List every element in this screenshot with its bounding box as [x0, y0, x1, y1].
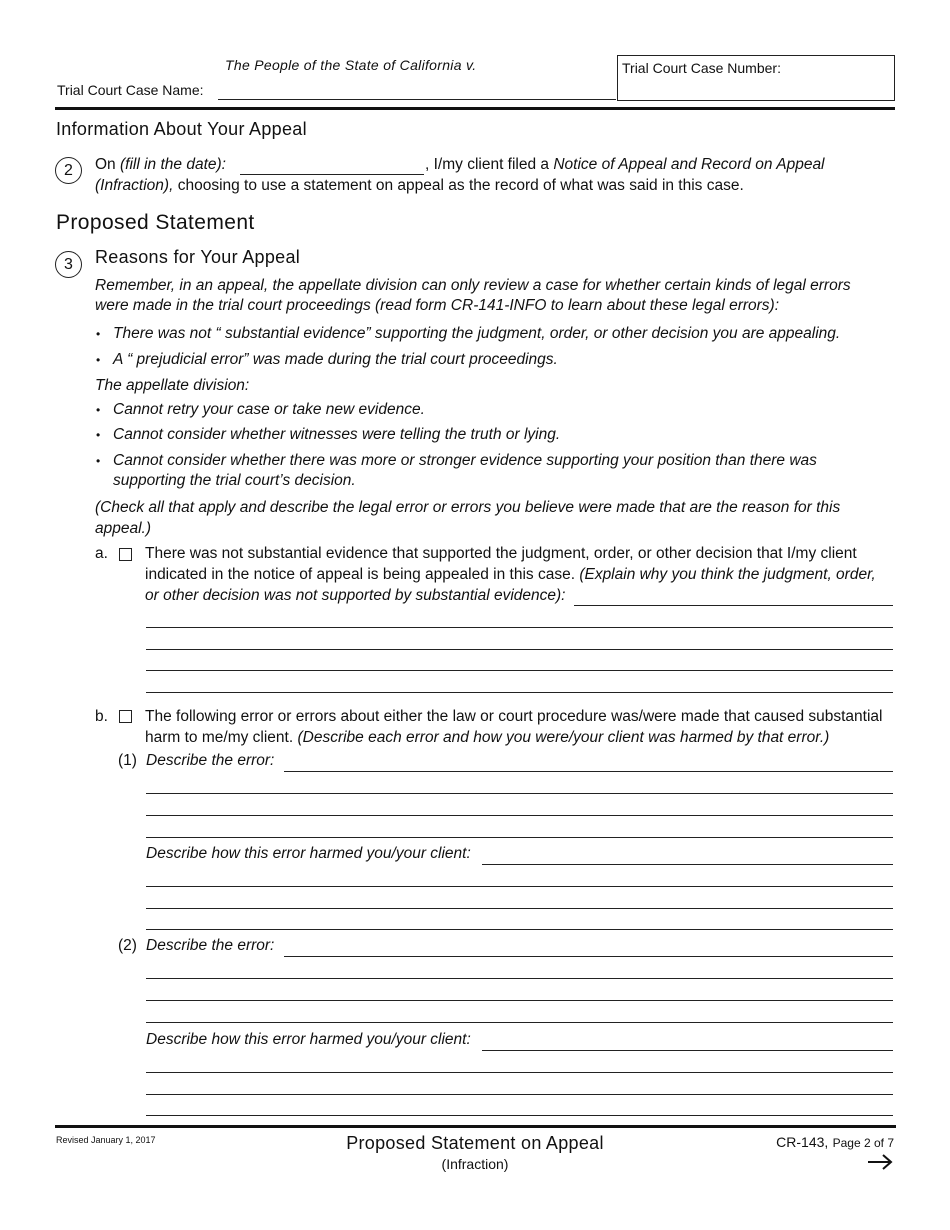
error-2-harm-field[interactable]: [146, 1053, 893, 1073]
remember-line-1: Remember, in an appeal, the appellate division can only review a case for whether certain kinds of legal errors: [95, 277, 851, 294]
option-a-explanation-field[interactable]: [146, 673, 893, 693]
appellate-intro: The appellate division:: [95, 377, 250, 394]
section-title-proposed: Proposed Statement: [56, 211, 255, 234]
bullet-icon: •: [96, 327, 101, 341]
header-divider: [55, 107, 895, 110]
error-2-harm-field[interactable]: [146, 1075, 893, 1095]
item-number-3: 3: [55, 251, 82, 278]
option-b-line-2: [145, 727, 829, 748]
footer-subtitle: (Infraction): [441, 1156, 509, 1172]
error-bullet-2: A “ prejudicial error” was made during the trial court proceedings.: [113, 351, 558, 368]
error-2-number: (2): [118, 937, 137, 954]
option-a-line-3: or other decision was not supported by substantial evidence):: [145, 587, 566, 604]
error-2-describe-field[interactable]: [146, 1003, 893, 1023]
option-a-line-2: [145, 564, 876, 585]
error-1-describe-field[interactable]: [146, 796, 893, 816]
reasons-subtitle: Reasons for Your Appeal: [95, 247, 301, 267]
option-a-line-1: There was not substantial evidence that supported the judgment, order, or other decision that I/my client: [145, 545, 857, 562]
footer-title: Proposed Statement on Appeal: [346, 1133, 604, 1153]
info-on-text: On: [95, 156, 116, 173]
case-number-label: Trial Court Case Number:: [622, 60, 781, 76]
option-b-line-2-italic: (Describe each error and how you were/your client was harmed by that error.): [297, 729, 830, 746]
option-b-letter: b.: [95, 708, 108, 725]
option-a-explanation-field[interactable]: [574, 586, 893, 606]
info-line-1: [95, 154, 226, 175]
option-a-letter: a.: [95, 545, 108, 562]
option-a-explanation-field[interactable]: [146, 651, 893, 671]
error-2-describe-field[interactable]: [284, 937, 893, 957]
case-name-label: Trial Court Case Name:: [57, 82, 204, 98]
info-line-2: [95, 175, 744, 196]
footer-page-number: Page 2 of 7: [832, 1136, 894, 1150]
remember-line-2: were made in the trial court proceedings (read form CR-141-INFO to learn about these legal errors):: [95, 297, 780, 314]
footer-form-id: CR-143,: [776, 1134, 829, 1150]
footer-revised: Revised January 1, 2017: [56, 1135, 156, 1145]
option-b-line-2-plain: harm to me/my client.: [145, 729, 294, 746]
error-1-describe-field[interactable]: [146, 818, 893, 838]
error-1-describe-field[interactable]: [146, 774, 893, 794]
error-bullet-1: There was not “ substantial evidence” supporting the judgment, order, or other decision you are appealing.: [113, 325, 841, 342]
info-choosing-text: choosing to use a statement on appeal as the record of what was said in this case.: [177, 177, 744, 194]
appellate-bullet-1: Cannot retry your case or take new evidence.: [113, 401, 425, 418]
option-a-line-2-plain: indicated in the notice of appeal is being appealed in this case.: [145, 566, 575, 583]
error-2-describe-field[interactable]: [146, 959, 893, 979]
appellate-bullet-3: Cannot consider whether there was more or stronger evidence supporting your position than there was: [113, 452, 817, 469]
error-1-harm-field[interactable]: [146, 867, 893, 887]
case-name-field[interactable]: [218, 80, 616, 100]
footer-page-info: [700, 1132, 894, 1153]
appellate-bullet-3-cont: supporting the trial court’s decision.: [113, 472, 356, 489]
footer-divider: [55, 1125, 896, 1128]
bullet-icon: •: [96, 454, 101, 468]
case-number-box[interactable]: [617, 55, 895, 101]
item-number-2: 2: [55, 157, 82, 184]
bullet-icon: •: [96, 403, 101, 417]
info-infraction-text: (Infraction),: [95, 177, 174, 194]
error-1-harm-field[interactable]: [482, 845, 893, 865]
arrow-right-icon[interactable]: [866, 1151, 894, 1173]
info-notice-text: Notice of Appeal and Record on Appeal: [553, 156, 825, 173]
appeal-date-field[interactable]: [240, 155, 424, 175]
error-2-harm-label: Describe how this error harmed you/your client:: [146, 1031, 471, 1048]
error-2-describe-label: Describe the error:: [146, 937, 275, 954]
error-2-describe-field[interactable]: [146, 981, 893, 1001]
bullet-icon: •: [96, 353, 101, 367]
info-client-filed-text: , I/my client filed a: [425, 156, 550, 173]
info-fill-date-text: (fill in the date):: [120, 156, 226, 173]
check-instructions-2: appeal.): [95, 520, 152, 537]
error-2-harm-field[interactable]: [482, 1031, 893, 1051]
bullet-icon: •: [96, 428, 101, 442]
option-a-line-2-italic: (Explain why you think the judgment, order,: [579, 566, 876, 583]
option-a-explanation-field[interactable]: [146, 630, 893, 650]
error-1-harm-label: Describe how this error harmed you/your client:: [146, 845, 471, 862]
appellate-bullet-2: Cannot consider whether witnesses were telling the truth or lying.: [113, 426, 561, 443]
check-instructions-1: (Check all that apply and describe the legal error or errors you believe were made that are the reason for this: [95, 499, 841, 516]
error-1-harm-field[interactable]: [146, 910, 893, 930]
error-1-number: (1): [118, 752, 137, 769]
option-b-line-1: The following error or errors about either the law or court procedure was/were made that caused substantial: [145, 708, 883, 725]
error-1-harm-field[interactable]: [146, 889, 893, 909]
option-a-explanation-field[interactable]: [146, 608, 893, 628]
error-1-describe-label: Describe the error:: [146, 752, 275, 769]
error-1-describe-field[interactable]: [284, 752, 893, 772]
info-line-1b: [425, 154, 825, 175]
option-a-checkbox[interactable]: [119, 548, 132, 561]
section-title-info: Information About Your Appeal: [56, 119, 307, 139]
error-2-harm-field[interactable]: [146, 1096, 893, 1116]
option-b-checkbox[interactable]: [119, 710, 132, 723]
people-label: The People of the State of California v.: [225, 57, 477, 73]
